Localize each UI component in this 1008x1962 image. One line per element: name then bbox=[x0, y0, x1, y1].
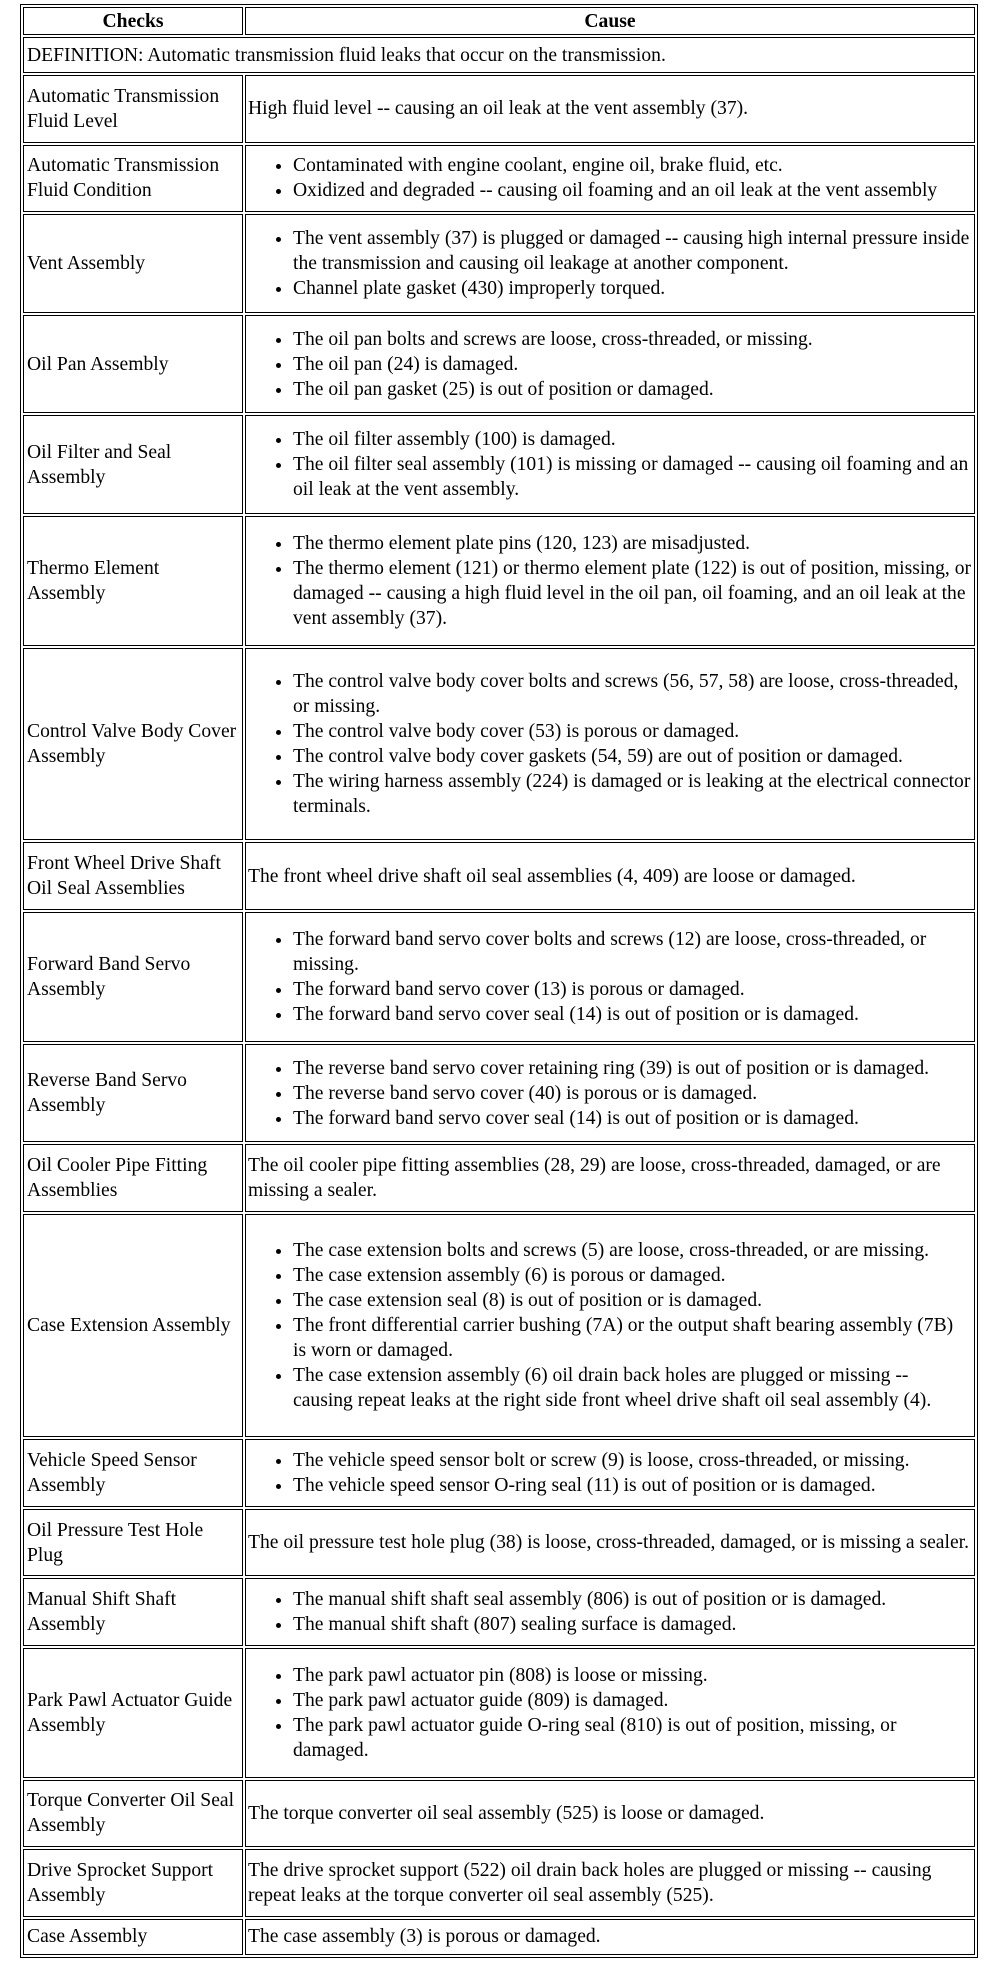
table-row bbox=[23, 1919, 975, 1955]
table-row bbox=[23, 145, 975, 212]
cause-list bbox=[249, 1448, 971, 1498]
cause-cell bbox=[245, 315, 975, 414]
cause-item: • The vehicle speed sensor bolt or screw (9) is loose, cross-threaded, or missing. bbox=[293, 1448, 971, 1473]
cause-item: • The oil pan bolts and screws are loose, cross-threaded, or missing. bbox=[293, 327, 971, 352]
cause-cell bbox=[245, 415, 975, 514]
cause-item: • The manual shift shaft (807) sealing surface is damaged. bbox=[293, 1612, 971, 1637]
cause-item: • The oil pan (24) is damaged. bbox=[293, 352, 971, 377]
diagnostic-table-container bbox=[20, 4, 978, 1958]
check-cell: Case Extension Assembly bbox=[23, 1214, 243, 1438]
cause-cell: The front wheel drive shaft oil seal assemblies (4, 409) are loose or damaged. bbox=[245, 842, 975, 909]
check-cell: Forward Band Servo Assembly bbox=[23, 912, 243, 1042]
cause-item: • The oil filter assembly (100) is damaged. bbox=[293, 427, 971, 452]
check-cell: Automatic Transmission Fluid Level bbox=[23, 75, 243, 142]
table-row bbox=[23, 1849, 975, 1916]
cause-item: • The forward band servo cover seal (14) is out of position or is damaged. bbox=[293, 1002, 971, 1027]
cause-cell: The oil pressure test hole plug (38) is loose, cross-threaded, damaged, or is missing a sealer. bbox=[245, 1509, 975, 1576]
cause-cell: The drive sprocket support (522) oil drain back holes are plugged or missing -- causing repeat leaks at the torque converter oil seal assembly (525). bbox=[245, 1849, 975, 1916]
cause-item: • Channel plate gasket (430) improperly torqued. bbox=[293, 276, 971, 301]
cause-cell bbox=[245, 648, 975, 840]
table-row bbox=[23, 1044, 975, 1143]
check-cell: Oil Pan Assembly bbox=[23, 315, 243, 414]
cause-list bbox=[249, 427, 971, 502]
cause-item: • The case extension seal (8) is out of position or is damaged. bbox=[293, 1288, 971, 1313]
check-cell: Vent Assembly bbox=[23, 214, 243, 313]
cause-item: • The forward band servo cover (13) is porous or damaged. bbox=[293, 977, 971, 1002]
check-cell: Front Wheel Drive Shaft Oil Seal Assemblies bbox=[23, 842, 243, 909]
diagnostic-table bbox=[20, 4, 978, 1958]
cause-item: • The case extension bolts and screws (5) are loose, cross-threaded, or are missing. bbox=[293, 1238, 971, 1263]
cause-list bbox=[249, 1587, 971, 1637]
check-cell: Automatic Transmission Fluid Condition bbox=[23, 145, 243, 212]
check-cell: Control Valve Body Cover Assembly bbox=[23, 648, 243, 840]
cause-item: • The forward band servo cover bolts and screws (12) are loose, cross-threaded, or missing. bbox=[293, 927, 971, 977]
cause-item: • The manual shift shaft seal assembly (806) is out of position or is damaged. bbox=[293, 1587, 971, 1612]
table-row bbox=[23, 1578, 975, 1645]
cause-item: • The wiring harness assembly (224) is damaged or is leaking at the electrical connector terminals. bbox=[293, 769, 971, 819]
table-row bbox=[23, 415, 975, 514]
cause-item: • The reverse band servo cover retaining ring (39) is out of position or is damaged. bbox=[293, 1056, 971, 1081]
cause-list bbox=[249, 669, 971, 819]
cause-list bbox=[249, 927, 971, 1027]
cause-item: • The park pawl actuator guide O-ring seal (810) is out of position, missing, or damaged. bbox=[293, 1713, 971, 1763]
cause-item: • The forward band servo cover seal (14) is out of position or is damaged. bbox=[293, 1106, 971, 1131]
cause-cell bbox=[245, 214, 975, 313]
cause-item: • The front differential carrier bushing (7A) or the output shaft bearing assembly (7B) is worn or damaged. bbox=[293, 1313, 971, 1363]
cause-cell bbox=[245, 1214, 975, 1438]
cause-list bbox=[249, 531, 971, 631]
check-cell: Oil Cooler Pipe Fitting Assemblies bbox=[23, 1144, 243, 1211]
cause-cell bbox=[245, 1578, 975, 1645]
cause-item: • The park pawl actuator pin (808) is loose or missing. bbox=[293, 1663, 971, 1688]
cause-item: • The thermo element (121) or thermo element plate (122) is out of position, missing, or damaged -- causing a high fluid level in the oil pan, oil foaming, and an oil leak at the vent assembly (37). bbox=[293, 556, 971, 631]
table-row bbox=[23, 516, 975, 646]
cause-list bbox=[249, 327, 971, 402]
cause-item: • The case extension assembly (6) oil drain back holes are plugged or missing -- causing repeat leaks at the right side front wheel drive shaft oil seal assembly (4). bbox=[293, 1363, 971, 1413]
cause-item: • The control valve body cover bolts and screws (56, 57, 58) are loose, cross-threaded, or missing. bbox=[293, 669, 971, 719]
check-cell: Park Pawl Actuator Guide Assembly bbox=[23, 1648, 243, 1778]
definition-text: DEFINITION: Automatic transmission fluid leaks that occur on the transmission. bbox=[23, 37, 975, 73]
table-row bbox=[23, 1439, 975, 1506]
check-cell: Oil Pressure Test Hole Plug bbox=[23, 1509, 243, 1576]
cause-cell: The oil cooler pipe fitting assemblies (28, 29) are loose, cross-threaded, damaged, or are missing a sealer. bbox=[245, 1144, 975, 1211]
checks-header: Checks bbox=[23, 7, 243, 35]
cause-cell bbox=[245, 1044, 975, 1143]
table-row bbox=[23, 315, 975, 414]
check-cell: Drive Sprocket Support Assembly bbox=[23, 1849, 243, 1916]
table-row bbox=[23, 1144, 975, 1211]
check-cell: Torque Converter Oil Seal Assembly bbox=[23, 1780, 243, 1847]
check-cell: Oil Filter and Seal Assembly bbox=[23, 415, 243, 514]
table-row bbox=[23, 1780, 975, 1847]
cause-item: • The control valve body cover (53) is porous or damaged. bbox=[293, 719, 971, 744]
cause-item: • The oil pan gasket (25) is out of position or damaged. bbox=[293, 377, 971, 402]
cause-cell bbox=[245, 145, 975, 212]
cause-cell: The case assembly (3) is porous or damaged. bbox=[245, 1919, 975, 1955]
cause-cell bbox=[245, 1439, 975, 1506]
cause-list bbox=[249, 1238, 971, 1413]
cause-cell bbox=[245, 516, 975, 646]
cause-item: • The vent assembly (37) is plugged or damaged -- causing high internal pressure inside the transmission and causing oil leakage at another component. bbox=[293, 226, 971, 276]
table-row bbox=[23, 214, 975, 313]
cause-list bbox=[249, 1663, 971, 1763]
check-cell: Reverse Band Servo Assembly bbox=[23, 1044, 243, 1143]
cause-item: • The reverse band servo cover (40) is porous or is damaged. bbox=[293, 1081, 971, 1106]
table-row bbox=[23, 842, 975, 909]
table-row bbox=[23, 1648, 975, 1778]
check-cell: Vehicle Speed Sensor Assembly bbox=[23, 1439, 243, 1506]
cause-item: • The thermo element plate pins (120, 123) are misadjusted. bbox=[293, 531, 971, 556]
check-cell: Thermo Element Assembly bbox=[23, 516, 243, 646]
cause-item: • The park pawl actuator guide (809) is damaged. bbox=[293, 1688, 971, 1713]
cause-item: • The vehicle speed sensor O-ring seal (11) is out of position or is damaged. bbox=[293, 1473, 971, 1498]
table-row bbox=[23, 1509, 975, 1576]
cause-list bbox=[249, 1056, 971, 1131]
cause-item: • The case extension assembly (6) is porous or damaged. bbox=[293, 1263, 971, 1288]
cause-header: Cause bbox=[245, 7, 975, 35]
cause-cell bbox=[245, 1648, 975, 1778]
cause-list bbox=[249, 226, 971, 301]
cause-item: • The oil filter seal assembly (101) is missing or damaged -- causing oil foaming and an oil leak at the vent assembly. bbox=[293, 452, 971, 502]
cause-item: • The control valve body cover gaskets (54, 59) are out of position or damaged. bbox=[293, 744, 971, 769]
table-body bbox=[23, 37, 975, 1955]
table-row bbox=[23, 1214, 975, 1438]
table-row bbox=[23, 648, 975, 840]
cause-item: • Oxidized and degraded -- causing oil foaming and an oil leak at the vent assembly bbox=[293, 178, 971, 203]
check-cell: Case Assembly bbox=[23, 1919, 243, 1955]
header-row bbox=[23, 7, 975, 35]
table-row bbox=[23, 75, 975, 142]
cause-cell bbox=[245, 912, 975, 1042]
check-cell: Manual Shift Shaft Assembly bbox=[23, 1578, 243, 1645]
cause-cell: The torque converter oil seal assembly (525) is loose or damaged. bbox=[245, 1780, 975, 1847]
definition-row bbox=[23, 37, 975, 73]
cause-cell: High fluid level -- causing an oil leak at the vent assembly (37). bbox=[245, 75, 975, 142]
table-row bbox=[23, 912, 975, 1042]
cause-item: • Contaminated with engine coolant, engine oil, brake fluid, etc. bbox=[293, 153, 971, 178]
cause-list bbox=[249, 153, 971, 203]
